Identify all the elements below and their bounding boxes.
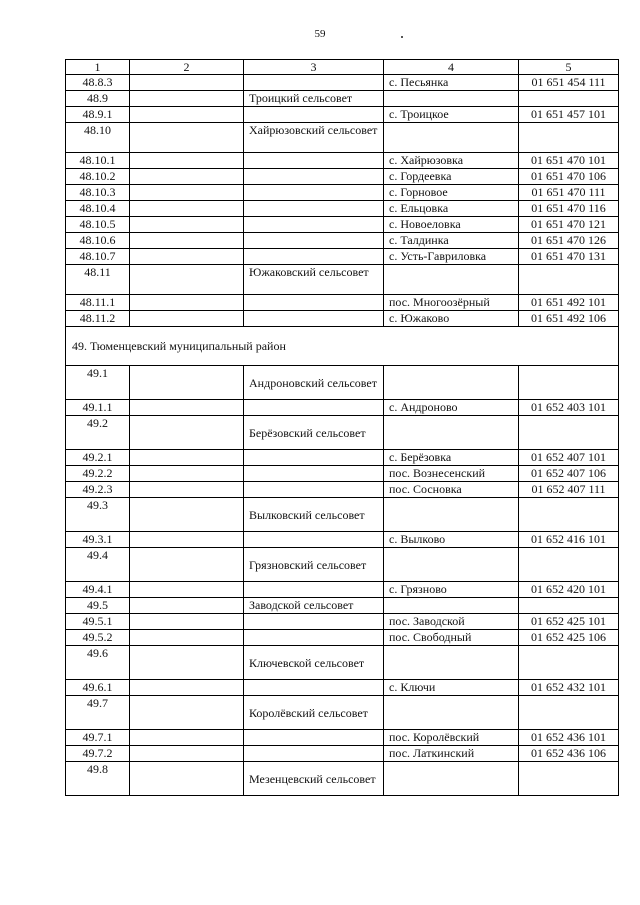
table-row xyxy=(66,265,619,295)
settlement-cell: пос. Свободный xyxy=(384,630,519,646)
table-row xyxy=(66,185,619,201)
settlement-cell xyxy=(384,498,519,532)
oktmo-code-cell: 01 652 432 101 xyxy=(519,680,619,696)
oktmo-code-cell xyxy=(519,498,619,532)
settlement-cell: с. Горновое xyxy=(384,185,519,201)
code-cell: 48.10.6 xyxy=(66,233,130,249)
council-cell xyxy=(244,107,384,123)
blank-cell xyxy=(130,762,244,796)
blank-cell xyxy=(130,201,244,217)
oktmo-code-cell: 01 651 470 116 xyxy=(519,201,619,217)
table-row xyxy=(66,366,619,400)
code-cell: 48.10.2 xyxy=(66,169,130,185)
oktmo-code-cell: 01 652 407 106 xyxy=(519,466,619,482)
council-cell: Троицкий сельсовет xyxy=(244,91,384,107)
blank-cell xyxy=(130,548,244,582)
code-cell: 49.5.2 xyxy=(66,630,130,646)
table-row xyxy=(66,217,619,233)
blank-cell xyxy=(130,466,244,482)
table-row xyxy=(66,75,619,91)
settlement-cell: пос. Многоозёрный xyxy=(384,295,519,311)
section-heading: 49. Тюменцевский муниципальный район xyxy=(66,327,619,366)
oktmo-code-cell: 01 652 420 101 xyxy=(519,582,619,598)
oktmo-code-cell xyxy=(519,416,619,450)
code-cell: 48.9.1 xyxy=(66,107,130,123)
blank-cell xyxy=(130,416,244,450)
blank-cell xyxy=(130,532,244,548)
blank-cell xyxy=(130,233,244,249)
council-cell xyxy=(244,311,384,327)
blank-cell xyxy=(130,75,244,91)
blank-cell xyxy=(130,107,244,123)
oktmo-code-cell: 01 651 470 111 xyxy=(519,185,619,201)
oktmo-code-cell: 01 651 470 106 xyxy=(519,169,619,185)
blank-cell xyxy=(130,630,244,646)
blank-cell xyxy=(130,450,244,466)
table-row xyxy=(66,548,619,582)
code-cell: 48.8.3 xyxy=(66,75,130,91)
settlements-table xyxy=(65,59,619,796)
oktmo-code-cell xyxy=(519,548,619,582)
settlement-cell xyxy=(384,416,519,450)
table-row xyxy=(66,123,619,153)
code-cell: 48.10.5 xyxy=(66,217,130,233)
table-row xyxy=(66,450,619,466)
blank-cell xyxy=(130,153,244,169)
oktmo-code-cell: 01 651 492 106 xyxy=(519,311,619,327)
oktmo-code-cell: 01 652 436 101 xyxy=(519,730,619,746)
blank-cell xyxy=(130,746,244,762)
table-row xyxy=(66,233,619,249)
council-cell xyxy=(244,466,384,482)
council-cell xyxy=(244,482,384,498)
table-row xyxy=(66,762,619,796)
settlement-cell: с. Усть-Гавриловка xyxy=(384,249,519,265)
settlement-cell xyxy=(384,646,519,680)
blank-cell xyxy=(130,366,244,400)
code-cell: 49.7 xyxy=(66,696,130,730)
table-row xyxy=(66,498,619,532)
code-cell: 49.7.2 xyxy=(66,746,130,762)
table-row xyxy=(66,201,619,217)
council-cell: Вылковский сельсовет xyxy=(244,498,384,532)
table-row xyxy=(66,482,619,498)
code-cell: 49.3 xyxy=(66,498,130,532)
blank-cell xyxy=(130,400,244,416)
blank-cell xyxy=(130,249,244,265)
code-cell: 48.11 xyxy=(66,265,130,295)
table-row xyxy=(66,746,619,762)
council-cell xyxy=(244,201,384,217)
scan-speck xyxy=(401,36,403,38)
column-header: 2 xyxy=(130,60,244,75)
settlement-cell: пос. Королёвский xyxy=(384,730,519,746)
council-cell xyxy=(244,295,384,311)
oktmo-code-cell: 01 652 416 101 xyxy=(519,532,619,548)
table-row xyxy=(66,169,619,185)
settlement-cell: с. Ельцовка xyxy=(384,201,519,217)
oktmo-code-cell xyxy=(519,646,619,680)
code-cell: 49.7.1 xyxy=(66,730,130,746)
table-row xyxy=(66,582,619,598)
oktmo-code-cell xyxy=(519,598,619,614)
code-cell: 49.2.1 xyxy=(66,450,130,466)
table-row xyxy=(66,400,619,416)
council-cell: Хайрюзовский сельсовет xyxy=(244,123,384,153)
code-cell: 48.10 xyxy=(66,123,130,153)
council-cell xyxy=(244,217,384,233)
table-header-row xyxy=(66,60,619,75)
table-row xyxy=(66,249,619,265)
code-cell: 48.11.1 xyxy=(66,295,130,311)
settlement-cell: с. Андроново xyxy=(384,400,519,416)
council-cell: Андроновский сельсовет xyxy=(244,366,384,400)
settlement-cell: пос. Вознесенский xyxy=(384,466,519,482)
code-cell: 49.6 xyxy=(66,646,130,680)
council-cell xyxy=(244,75,384,91)
blank-cell xyxy=(130,311,244,327)
blank-cell xyxy=(130,169,244,185)
blank-cell xyxy=(130,696,244,730)
table-row xyxy=(66,311,619,327)
council-cell xyxy=(244,532,384,548)
blank-cell xyxy=(130,217,244,233)
council-cell: Заводской сельсовет xyxy=(244,598,384,614)
council-cell xyxy=(244,153,384,169)
settlement-cell: с. Талдинка xyxy=(384,233,519,249)
settlement-cell: с. Вылково xyxy=(384,532,519,548)
blank-cell xyxy=(130,730,244,746)
code-cell: 49.4 xyxy=(66,548,130,582)
code-cell: 49.5 xyxy=(66,598,130,614)
council-cell xyxy=(244,680,384,696)
table-row xyxy=(66,614,619,630)
table-row xyxy=(66,466,619,482)
column-header: 1 xyxy=(66,60,130,75)
oktmo-code-cell: 01 652 425 101 xyxy=(519,614,619,630)
council-cell xyxy=(244,746,384,762)
settlement-cell: с. Новоеловка xyxy=(384,217,519,233)
blank-cell xyxy=(130,498,244,532)
settlement-cell: с. Троицкое xyxy=(384,107,519,123)
settlement-cell: с. Грязново xyxy=(384,582,519,598)
table-row xyxy=(66,107,619,123)
oktmo-code-cell: 01 651 457 101 xyxy=(519,107,619,123)
blank-cell xyxy=(130,123,244,153)
council-cell xyxy=(244,233,384,249)
settlement-cell xyxy=(384,696,519,730)
column-header: 5 xyxy=(519,60,619,75)
code-cell: 48.10.3 xyxy=(66,185,130,201)
council-cell: Берёзовский сельсовет xyxy=(244,416,384,450)
section-heading-row xyxy=(66,327,619,366)
code-cell: 49.8 xyxy=(66,762,130,796)
oktmo-code-cell xyxy=(519,123,619,153)
code-cell: 49.4.1 xyxy=(66,582,130,598)
oktmo-code-cell: 01 652 425 106 xyxy=(519,630,619,646)
code-cell: 48.11.2 xyxy=(66,311,130,327)
settlement-cell: с. Хайрюзовка xyxy=(384,153,519,169)
oktmo-code-cell xyxy=(519,696,619,730)
settlement-cell: с. Ключи xyxy=(384,680,519,696)
settlement-cell: пос. Латкинский xyxy=(384,746,519,762)
code-cell: 49.3.1 xyxy=(66,532,130,548)
settlement-cell: с. Южаково xyxy=(384,311,519,327)
oktmo-code-cell: 01 652 407 101 xyxy=(519,450,619,466)
blank-cell xyxy=(130,646,244,680)
settlement-cell xyxy=(384,123,519,153)
code-cell: 48.10.4 xyxy=(66,201,130,217)
table-row xyxy=(66,630,619,646)
table-row xyxy=(66,416,619,450)
blank-cell xyxy=(130,614,244,630)
blank-cell xyxy=(130,582,244,598)
oktmo-code-cell: 01 652 436 106 xyxy=(519,746,619,762)
code-cell: 49.5.1 xyxy=(66,614,130,630)
council-cell xyxy=(244,730,384,746)
table-row xyxy=(66,680,619,696)
settlement-cell: пос. Заводской xyxy=(384,614,519,630)
table-row xyxy=(66,91,619,107)
settlement-cell xyxy=(384,265,519,295)
oktmo-code-cell xyxy=(519,265,619,295)
settlement-cell: пос. Сосновка xyxy=(384,482,519,498)
oktmo-code-cell xyxy=(519,91,619,107)
oktmo-code-cell: 01 651 470 101 xyxy=(519,153,619,169)
table-row xyxy=(66,153,619,169)
table-body xyxy=(66,75,619,796)
blank-cell xyxy=(130,295,244,311)
settlement-cell xyxy=(384,548,519,582)
settlement-cell xyxy=(384,366,519,400)
code-cell: 48.10.7 xyxy=(66,249,130,265)
settlement-cell: с. Песьянка xyxy=(384,75,519,91)
page-number: 59 xyxy=(314,28,326,40)
council-cell xyxy=(244,630,384,646)
oktmo-code-cell xyxy=(519,366,619,400)
oktmo-code-cell: 01 651 470 126 xyxy=(519,233,619,249)
oktmo-code-cell: 01 652 407 111 xyxy=(519,482,619,498)
blank-cell xyxy=(130,598,244,614)
oktmo-code-cell: 01 651 454 111 xyxy=(519,75,619,91)
council-cell: Грязновский сельсовет xyxy=(244,548,384,582)
code-cell: 49.1 xyxy=(66,366,130,400)
column-header: 3 xyxy=(244,60,384,75)
code-cell: 49.2.3 xyxy=(66,482,130,498)
oktmo-code-cell: 01 651 470 121 xyxy=(519,217,619,233)
council-cell xyxy=(244,185,384,201)
settlement-cell xyxy=(384,91,519,107)
blank-cell xyxy=(130,265,244,295)
blank-cell xyxy=(130,680,244,696)
code-cell: 48.10.1 xyxy=(66,153,130,169)
blank-cell xyxy=(130,185,244,201)
code-cell: 49.1.1 xyxy=(66,400,130,416)
code-cell: 49.2.2 xyxy=(66,466,130,482)
table-row xyxy=(66,730,619,746)
council-cell xyxy=(244,614,384,630)
oktmo-code-cell: 01 651 470 131 xyxy=(519,249,619,265)
settlement-cell xyxy=(384,762,519,796)
code-cell: 49.6.1 xyxy=(66,680,130,696)
council-cell xyxy=(244,169,384,185)
oktmo-code-cell: 01 651 492 101 xyxy=(519,295,619,311)
oktmo-code-cell xyxy=(519,762,619,796)
oktmo-code-cell: 01 652 403 101 xyxy=(519,400,619,416)
table-row xyxy=(66,598,619,614)
council-cell: Мезенцевский сельсовет xyxy=(244,762,384,796)
column-header: 4 xyxy=(384,60,519,75)
code-cell: 49.2 xyxy=(66,416,130,450)
code-cell: 48.9 xyxy=(66,91,130,107)
table-row xyxy=(66,646,619,680)
table-row xyxy=(66,295,619,311)
council-cell xyxy=(244,249,384,265)
council-cell: Южаковский сельсовет xyxy=(244,265,384,295)
council-cell xyxy=(244,400,384,416)
blank-cell xyxy=(130,91,244,107)
council-cell: Ключевской сельсовет xyxy=(244,646,384,680)
council-cell xyxy=(244,450,384,466)
council-cell xyxy=(244,582,384,598)
table-row xyxy=(66,696,619,730)
blank-cell xyxy=(130,482,244,498)
settlement-cell: с. Гордеевка xyxy=(384,169,519,185)
settlement-cell xyxy=(384,598,519,614)
table-row xyxy=(66,532,619,548)
council-cell: Королёвский сельсовет xyxy=(244,696,384,730)
settlement-cell: с. Берёзовка xyxy=(384,450,519,466)
